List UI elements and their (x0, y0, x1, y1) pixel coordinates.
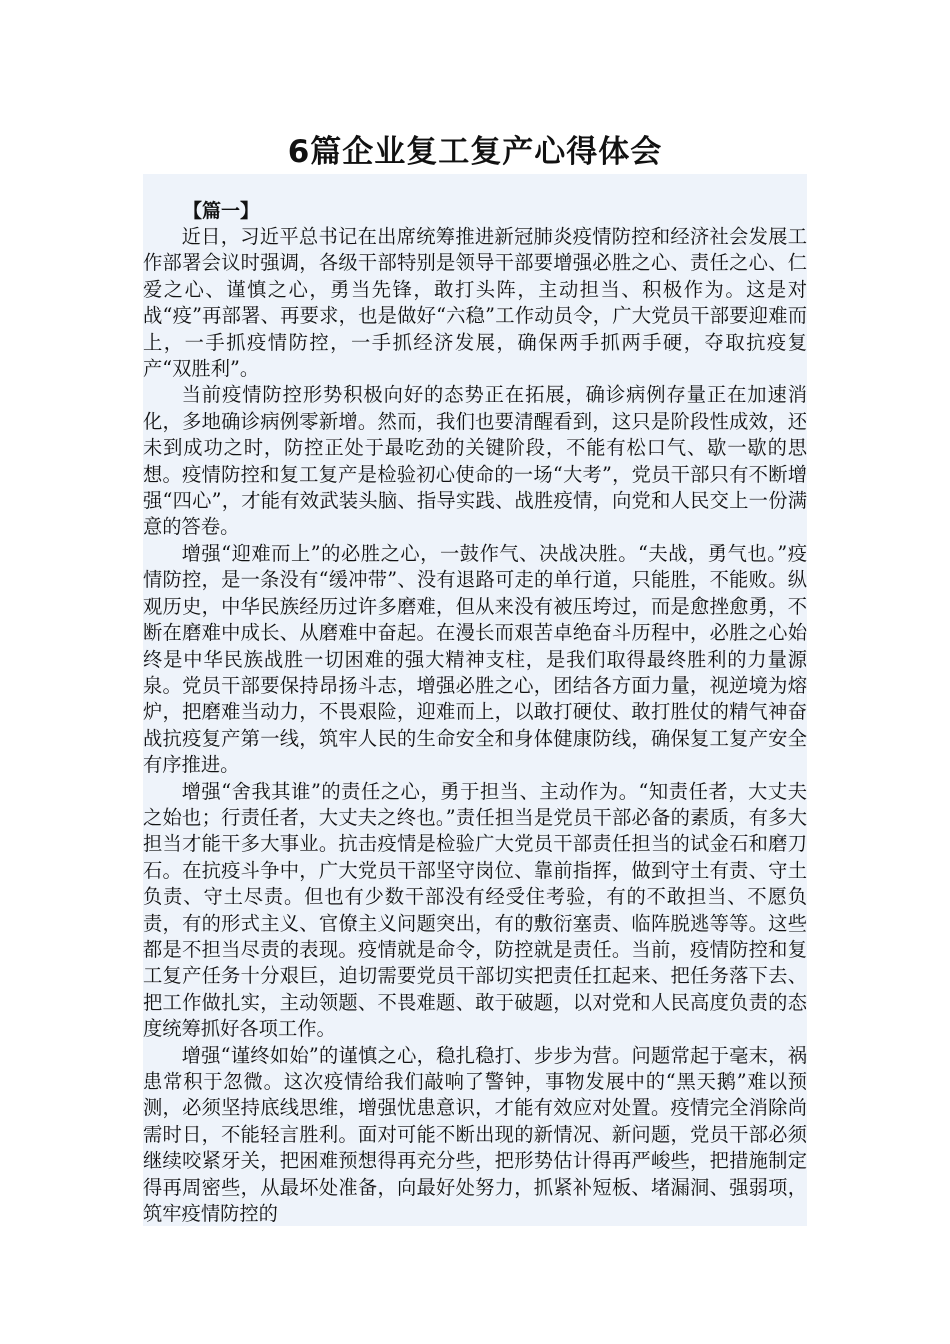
paragraph: 近日，习近平总书记在出席统筹推进新冠肺炎疫情防控和经济社会发展工作部署会议时强调，各级干部特别是领导干部要增强必胜之心、责任之心、仁爱之心、谨慎之心，勇当先锋，敢打头阵，主动担当、积极作为。这是对战“疫”再部署、再要求，也是做好“六稳”工作动员令，广大党员干部要迎难而上，一手抓疫情防控，一手抓经济发展，确保两手抓两手硬，夺取抗疫复产“双胜利”。 (143, 225, 807, 381)
paragraph: 当前疫情防控形势积极向好的态势正在拓展，确诊病例存量正在加速消化，多地确诊病例零新增。然而，我们也要清醒看到，这只是阶段性成效，还未到成功之时，防控正处于最吃劲的关键阶段，不能有松口气、歇一歇的思想。疫情防控和复工复产是检验初心使命的一场“大考”，党员干部只有不断增强“四心”，才能有效武装头脑、指导实践、战胜疫情，向党和人民交上一份满意的答卷。 (143, 383, 807, 539)
paragraph: 增强“谨终如始”的谨慎之心，稳扎稳打、步步为营。问题常起于毫末，祸患常积于忽微。这次疫情给我们敲响了警钟，事物发展中的“黑天鹅”难以预测，必须坚持底线思维，增强忧患意识，才能有效应对处置。疫情完全消除尚需时日，不能轻言胜利。面对可能不断出现的新情况、新问题，党员干部必须继续咬紧牙关，把困难预想得再充分些，把形势估计得再严峻些，把措施制定得再周密些，从最坏处准备，向最好处努力，抓紧补短板、堵漏洞、强弱项，筑牢疫情防控的 (143, 1043, 807, 1226)
section-heading: 【篇一】 (183, 200, 260, 222)
paragraph: 增强“迎难而上”的必胜之心，一鼓作气、决战决胜。“夫战，勇气也。”疫情防控，是一条没有“缓冲带”、没有退路可走的单行道，只能胜，不能败。纵观历史，中华民族经历过许多磨难，但从来没有被压垮过，而是愈挫愈勇，不断在磨难中成长、从磨难中奋起。在漫长而艰苦卓绝奋斗历程中，必胜之心始终是中华民族战胜一切困难的强大精神支柱，是我们取得最终胜利的力量源泉。党员干部要保持昂扬斗志，增强必胜之心，团结各方面力量，视逆境为熔炉，把磨难当动力，不畏艰险，迎难而上，以敢打硬仗、敢打胜仗的精气神奋战抗疫复产第一线，筑牢人民的生命安全和身体健康防线，确保复工复产安全有序推进。 (143, 541, 807, 777)
page-title: 6篇企业复工复产心得体会 (287, 134, 663, 170)
paragraph: 增强“舍我其谁”的责任之心，勇于担当、主动作为。“知责任者，大丈夫之始也；行责任者，大丈夫之终也。”责任担当是党员干部必备的素质，有多大担当才能干多大事业。抗击疫情是检验广大党员干部责任担当的试金石和磨刀石。在抗疫斗争中，广大党员干部坚守岗位、靠前指挥，做到守土有责、守土负责、守土尽责。但也有少数干部没有经受住考验，有的不敢担当、不愿负责，有的形式主义、官僚主义问题突出，有的敷衍塞责、临阵脱逃等等。这些都是不担当尽责的表现。疫情就是命令，防控就是责任。当前，疫情防控和复工复产任务十分艰巨，迫切需要党员干部切实把责任扛起来、把任务落下去、把工作做扎实，主动领题、不畏难题、敢于破题，以对党和人民高度负责的态度统筹抓好各项工作。 (143, 779, 807, 1041)
document-body (143, 174, 807, 1226)
